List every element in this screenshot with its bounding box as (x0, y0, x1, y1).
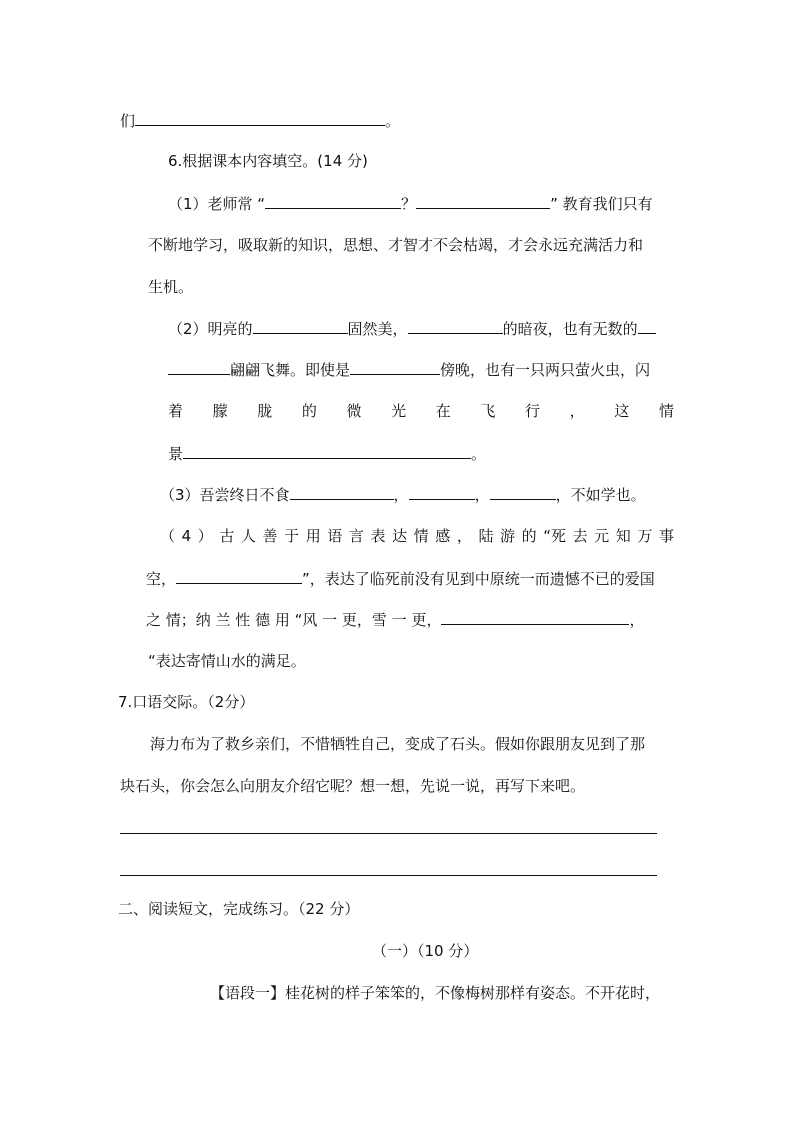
blank[interactable] (350, 359, 440, 375)
char: 表 (370, 527, 386, 545)
q6-p4-line3-post: ， (629, 611, 645, 629)
section2-title: 二、阅读短文，完成练习。（22 分） (118, 900, 360, 918)
para-text: 桂花树的样子笨笨的，不像梅树那样有姿态。不开花时， (285, 984, 661, 1002)
q6-p2-line4-post: 。 (471, 445, 487, 463)
q6-p1-a: （1）老师常 “ (168, 195, 266, 213)
para-label: 【语段一】 (210, 984, 286, 1002)
q6-p2-e: 傍晚，也有一只两只萤火虫，闪 (440, 361, 651, 379)
q6-p3-d: ，不如学也。 (555, 486, 646, 504)
q6-p4-line3 (146, 609, 644, 629)
char: 光 (391, 402, 407, 420)
char: 朦 (212, 402, 228, 420)
char: 人 (240, 527, 256, 545)
char: 用 (305, 527, 321, 545)
char: 行 (525, 402, 541, 420)
char: 去 (572, 527, 588, 545)
char: ） (197, 527, 213, 545)
blank[interactable] (290, 484, 394, 500)
q6-p4-line2 (146, 568, 655, 588)
char: 情 (658, 402, 674, 420)
q6-p3-c: ， (474, 486, 490, 504)
q6-p4-line3-pre: 之 情；纳 兰 性 德 用 “风 一 更，雪 一 更， (146, 611, 442, 629)
char: 4 (181, 527, 192, 545)
q6-p1-line3: 生机。 (148, 278, 194, 296)
char: 胧 (257, 402, 273, 420)
top-fill-line (120, 110, 400, 130)
q6-p2-line4-pre: 景 (168, 445, 184, 463)
char: 语 (327, 527, 343, 545)
q7-title: 7.口语交际。（2分） (118, 693, 255, 711)
q6-p2-line4 (168, 443, 486, 463)
q6-p2-line2 (168, 359, 650, 379)
q6-p1-c: ” 教育我们只有 (550, 195, 653, 213)
q6-p3-b: ， (393, 486, 409, 504)
q6-p2-d: 翩翩飞舞。即使是 (230, 361, 351, 379)
q6-p1-line1 (168, 193, 653, 213)
blank[interactable] (490, 484, 556, 500)
blank[interactable] (253, 318, 348, 334)
char: 感 (435, 527, 451, 545)
char: 于 (284, 527, 300, 545)
char: 达 (392, 527, 408, 545)
char: “死 (543, 527, 566, 545)
q6-title: 6.根据课本内容填空。(14 分) (168, 152, 368, 170)
char: 事 (658, 527, 674, 545)
q6-p2-a: （2）明亮的 (168, 320, 253, 338)
blank[interactable] (176, 568, 302, 584)
char: 情 (413, 527, 429, 545)
q7-line2: 块石头，你会怎么向朋友介绍它呢？想一想，先说一说，再写下来吧。 (120, 777, 586, 795)
char: 言 (348, 527, 364, 545)
char: 着 (168, 402, 184, 420)
answer-line[interactable] (120, 875, 657, 876)
blank[interactable] (638, 318, 656, 334)
char: 飞 (480, 402, 496, 420)
blank[interactable] (265, 193, 401, 209)
blank[interactable] (408, 318, 503, 334)
char: 在 (435, 402, 451, 420)
q6-p1-b: ？ (401, 195, 417, 213)
q6-p4-line1 (160, 526, 674, 546)
char: 知 (615, 527, 631, 545)
answer-line[interactable] (120, 833, 657, 834)
q7-line1: 海力布为了救乡亲们，不惜牺牲自己，变成了石头。假如你跟朋友见到了那 (150, 735, 646, 753)
blank[interactable] (441, 609, 629, 625)
q6-p1-line2: 不断地学习，吸取新的知识，思想、才智才不会枯竭，才会永远充满活力和 (148, 236, 644, 254)
char: 微 (346, 402, 362, 420)
char: 这 (614, 402, 630, 420)
q6-p4-line2-pre: 空， (146, 570, 177, 588)
q6-p2-line1 (168, 318, 656, 338)
char: 善 (262, 527, 278, 545)
q6-p2-line3 (168, 401, 674, 421)
top-line-pre: 们 (120, 112, 136, 130)
q6-p2-b: 固然美， (347, 320, 408, 338)
char: 的 (301, 402, 317, 420)
blank[interactable] (168, 359, 230, 375)
char: 万 (637, 527, 653, 545)
blank[interactable] (183, 443, 471, 459)
char: 古 (219, 527, 235, 545)
q6-p3-a: （3）吾尝终日不食 (160, 486, 290, 504)
q6-p2-c: 的暗夜，也有无数的 (502, 320, 638, 338)
q6-p3-line (160, 484, 646, 504)
char: 的 (521, 527, 537, 545)
blank[interactable] (409, 484, 475, 500)
section2-subtitle: （一）（10 分） (372, 942, 479, 960)
char: ， (569, 402, 585, 420)
char: ， (456, 527, 472, 545)
blank[interactable] (135, 110, 385, 126)
char: 陆 (478, 527, 494, 545)
char: 游 (500, 527, 516, 545)
char: （ (160, 527, 176, 545)
top-line-post: 。 (385, 112, 401, 130)
q6-p4-line2-post: ”，表达了临死前没有见到中原统一而遗憾不已的爱国 (302, 570, 655, 588)
q6-p4-line4: “表达寄情山水的满足。 (148, 652, 306, 670)
blank[interactable] (416, 193, 550, 209)
char: 元 (594, 527, 610, 545)
section2-paragraph (210, 983, 660, 1003)
